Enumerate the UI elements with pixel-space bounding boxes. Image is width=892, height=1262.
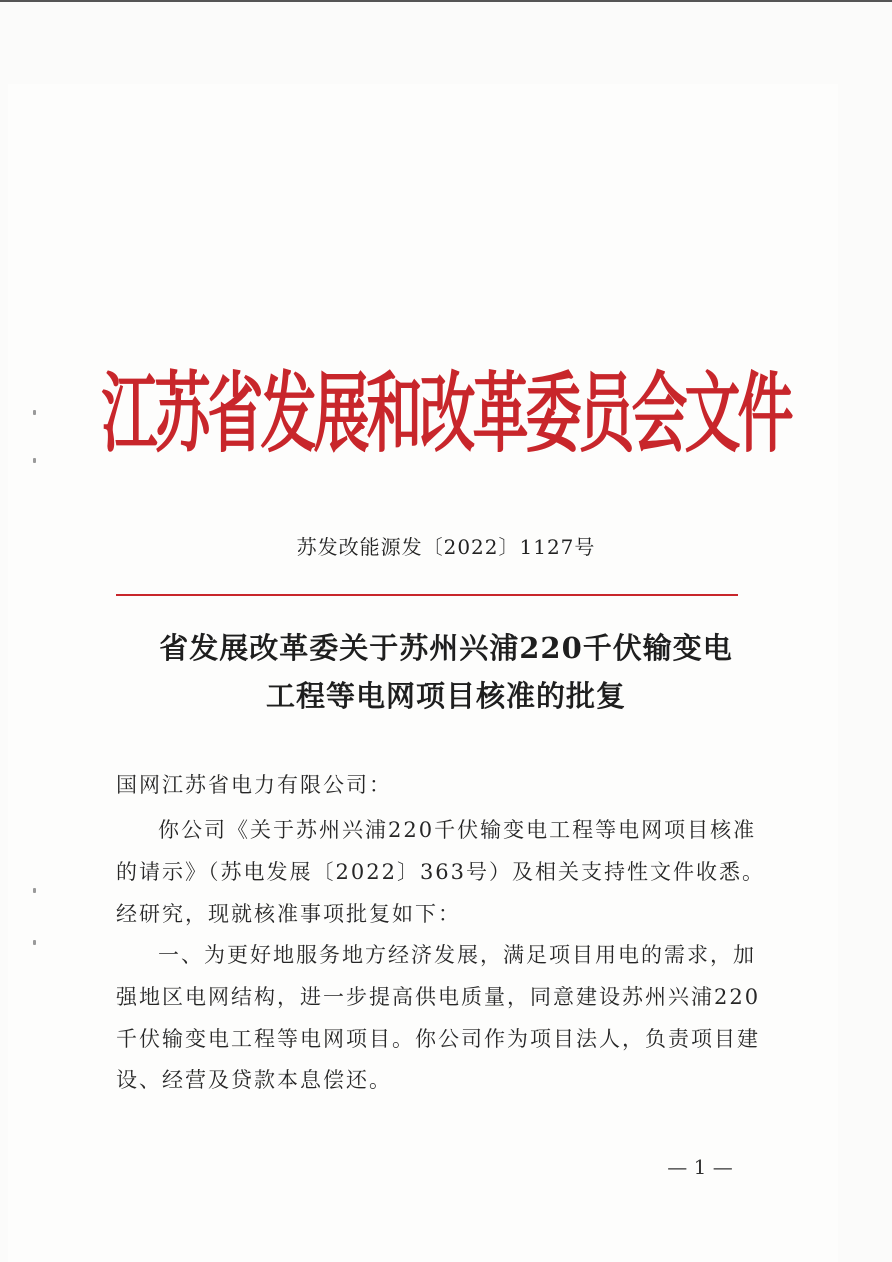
page-number: — 1 —	[667, 1155, 733, 1179]
body-line: 强地区电网结构，进一步提高供电质量，同意建设苏州兴浦220	[116, 985, 761, 1009]
body-line: 的请示》（苏电发展〔2022〕363号）及相关支持性文件收悉。	[116, 860, 766, 884]
document-number: 苏发改能源发〔2022〕1127号	[296, 535, 596, 559]
addressee: 国网江苏省电力有限公司：	[116, 773, 392, 797]
body-line: 一、为更好地服务地方经济发展，满足项目用电的需求，加	[158, 943, 756, 967]
body-line: 你公司《关于苏州兴浦220千伏输变电工程等电网项目核准	[158, 818, 757, 842]
red-divider-line	[116, 594, 738, 596]
scan-speck	[33, 940, 36, 945]
document-title-line-1: 省发展改革委关于苏州兴浦220千伏输变电	[159, 631, 733, 665]
document-title-line-2: 工程等电网项目核准的批复	[265, 679, 626, 713]
scan-speck	[33, 888, 36, 893]
body-line: 设、经营及贷款本息偿还。	[116, 1068, 392, 1092]
body-line: 千伏输变电工程等电网项目。你公司作为项目法人，负责项目建	[116, 1027, 760, 1051]
body-line: 经研究，现就核准事项批复如下：	[116, 902, 461, 926]
masthead-title: 江苏省发展和改革委员会文件	[101, 362, 791, 466]
